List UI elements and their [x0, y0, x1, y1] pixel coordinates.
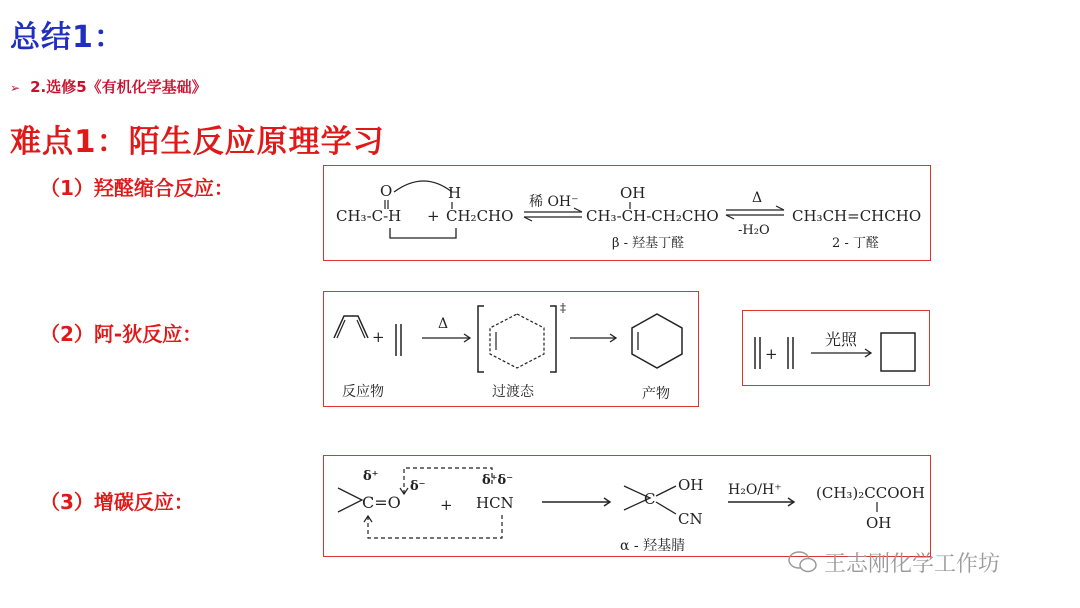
- product-name: 2 - 丁醛: [832, 236, 879, 251]
- h-atom: H: [448, 184, 462, 202]
- reactant2-formula: CH₂CHO: [446, 207, 514, 225]
- aldol-scheme: [324, 166, 930, 260]
- acid-hydroxyl: OH: [866, 514, 892, 532]
- ts-bracket-right: [550, 306, 556, 372]
- watermark: [788, 547, 1000, 580]
- reaction-3-label: （3）增碳反应：: [40, 490, 194, 514]
- oxygen-delta-minus: δ⁻: [410, 479, 426, 494]
- ts-name: 过渡态: [492, 384, 534, 400]
- eq-arrowhead-bottom: [524, 217, 532, 221]
- curved-arrow-top: [394, 181, 452, 192]
- reaction-3-box: [323, 455, 931, 557]
- hydroxyl-group: OH: [678, 476, 704, 494]
- wechat-icon: [788, 550, 818, 580]
- heat-condition: Δ: [438, 316, 449, 332]
- subtitle-text: 2.选修5《有机化学基础》: [30, 78, 207, 96]
- eq2-arrowhead-bottom: [726, 215, 734, 219]
- plus-sign-4: +: [440, 496, 453, 514]
- reaction-1-box: [323, 165, 931, 261]
- intermediate-name: β - 羟基丁醛: [612, 236, 685, 251]
- cyanohydrin-carbon: C: [644, 490, 656, 508]
- plus-sign-1: +: [427, 207, 440, 225]
- cyanohydrin-scheme: [324, 456, 930, 556]
- photo-reaction-box: [742, 310, 930, 386]
- photo-cycloaddition-scheme: [743, 311, 929, 385]
- cyanohydrin-name: α - 羟基腈: [620, 538, 686, 554]
- ketone-skeleton-icon: [338, 488, 362, 512]
- diels-alder-scheme: [324, 292, 698, 406]
- hydrolysis-condition: H₂O/H⁺: [728, 482, 782, 498]
- c-oh-bond: [656, 486, 676, 496]
- reaction-2-box: [323, 291, 699, 407]
- section-heading: 难点1：陌生反应原理学习: [10, 124, 385, 160]
- plus-sign-2: +: [372, 328, 385, 346]
- condition-2-bottom: -H₂O: [738, 223, 770, 238]
- subtitle-line: [10, 76, 207, 97]
- reaction-2-label: （2）阿-狄反应：: [40, 322, 203, 346]
- bullet-arrow-icon: ➢: [10, 81, 21, 95]
- transition-state-ring-icon: [490, 314, 544, 368]
- page-title: 总结1：: [10, 20, 125, 55]
- ts-bracket-left: [478, 306, 484, 372]
- cyclobutane-icon: [881, 333, 915, 371]
- plus-sign-3: +: [765, 345, 778, 363]
- cyclohexene-icon: [632, 314, 682, 368]
- bracket-bottom: [390, 228, 456, 238]
- reaction-1-label: （1）羟醛缩合反应：: [40, 176, 234, 200]
- product-formula: CH₃CH=CHCHO: [792, 207, 922, 225]
- hcn-formula: HCN: [476, 494, 514, 512]
- acid-product: (CH₃)₂CCOOH: [816, 484, 925, 502]
- reactant-name: 反应物: [342, 384, 384, 400]
- c-cn-bond: [656, 502, 676, 514]
- watermark-text: 王志刚化学工作坊: [824, 552, 1001, 577]
- carbon-delta-plus: δ⁺: [363, 469, 379, 484]
- nitrile-group: CN: [678, 510, 703, 528]
- dashed-arrow-bottom: [368, 514, 502, 538]
- carbonyl-oxygen: O: [380, 182, 393, 200]
- condition-2-top: Δ: [752, 190, 763, 206]
- intermediate-formula: CH₃-CH-CH₂CHO: [586, 207, 719, 225]
- eq2-arrowhead-top: [776, 206, 784, 210]
- carbonyl-group: C=O: [362, 493, 401, 512]
- hcn-delta: δ⁺δ⁻: [482, 473, 514, 488]
- product-name-2: 产物: [642, 386, 670, 402]
- reactant1-formula: CH₃-C-H: [336, 207, 402, 225]
- condition-1: 稀 OH⁻: [529, 194, 579, 210]
- intermediate-oh: OH: [620, 184, 646, 202]
- light-condition: 光照: [825, 330, 858, 349]
- ts-mark: ‡: [560, 301, 566, 315]
